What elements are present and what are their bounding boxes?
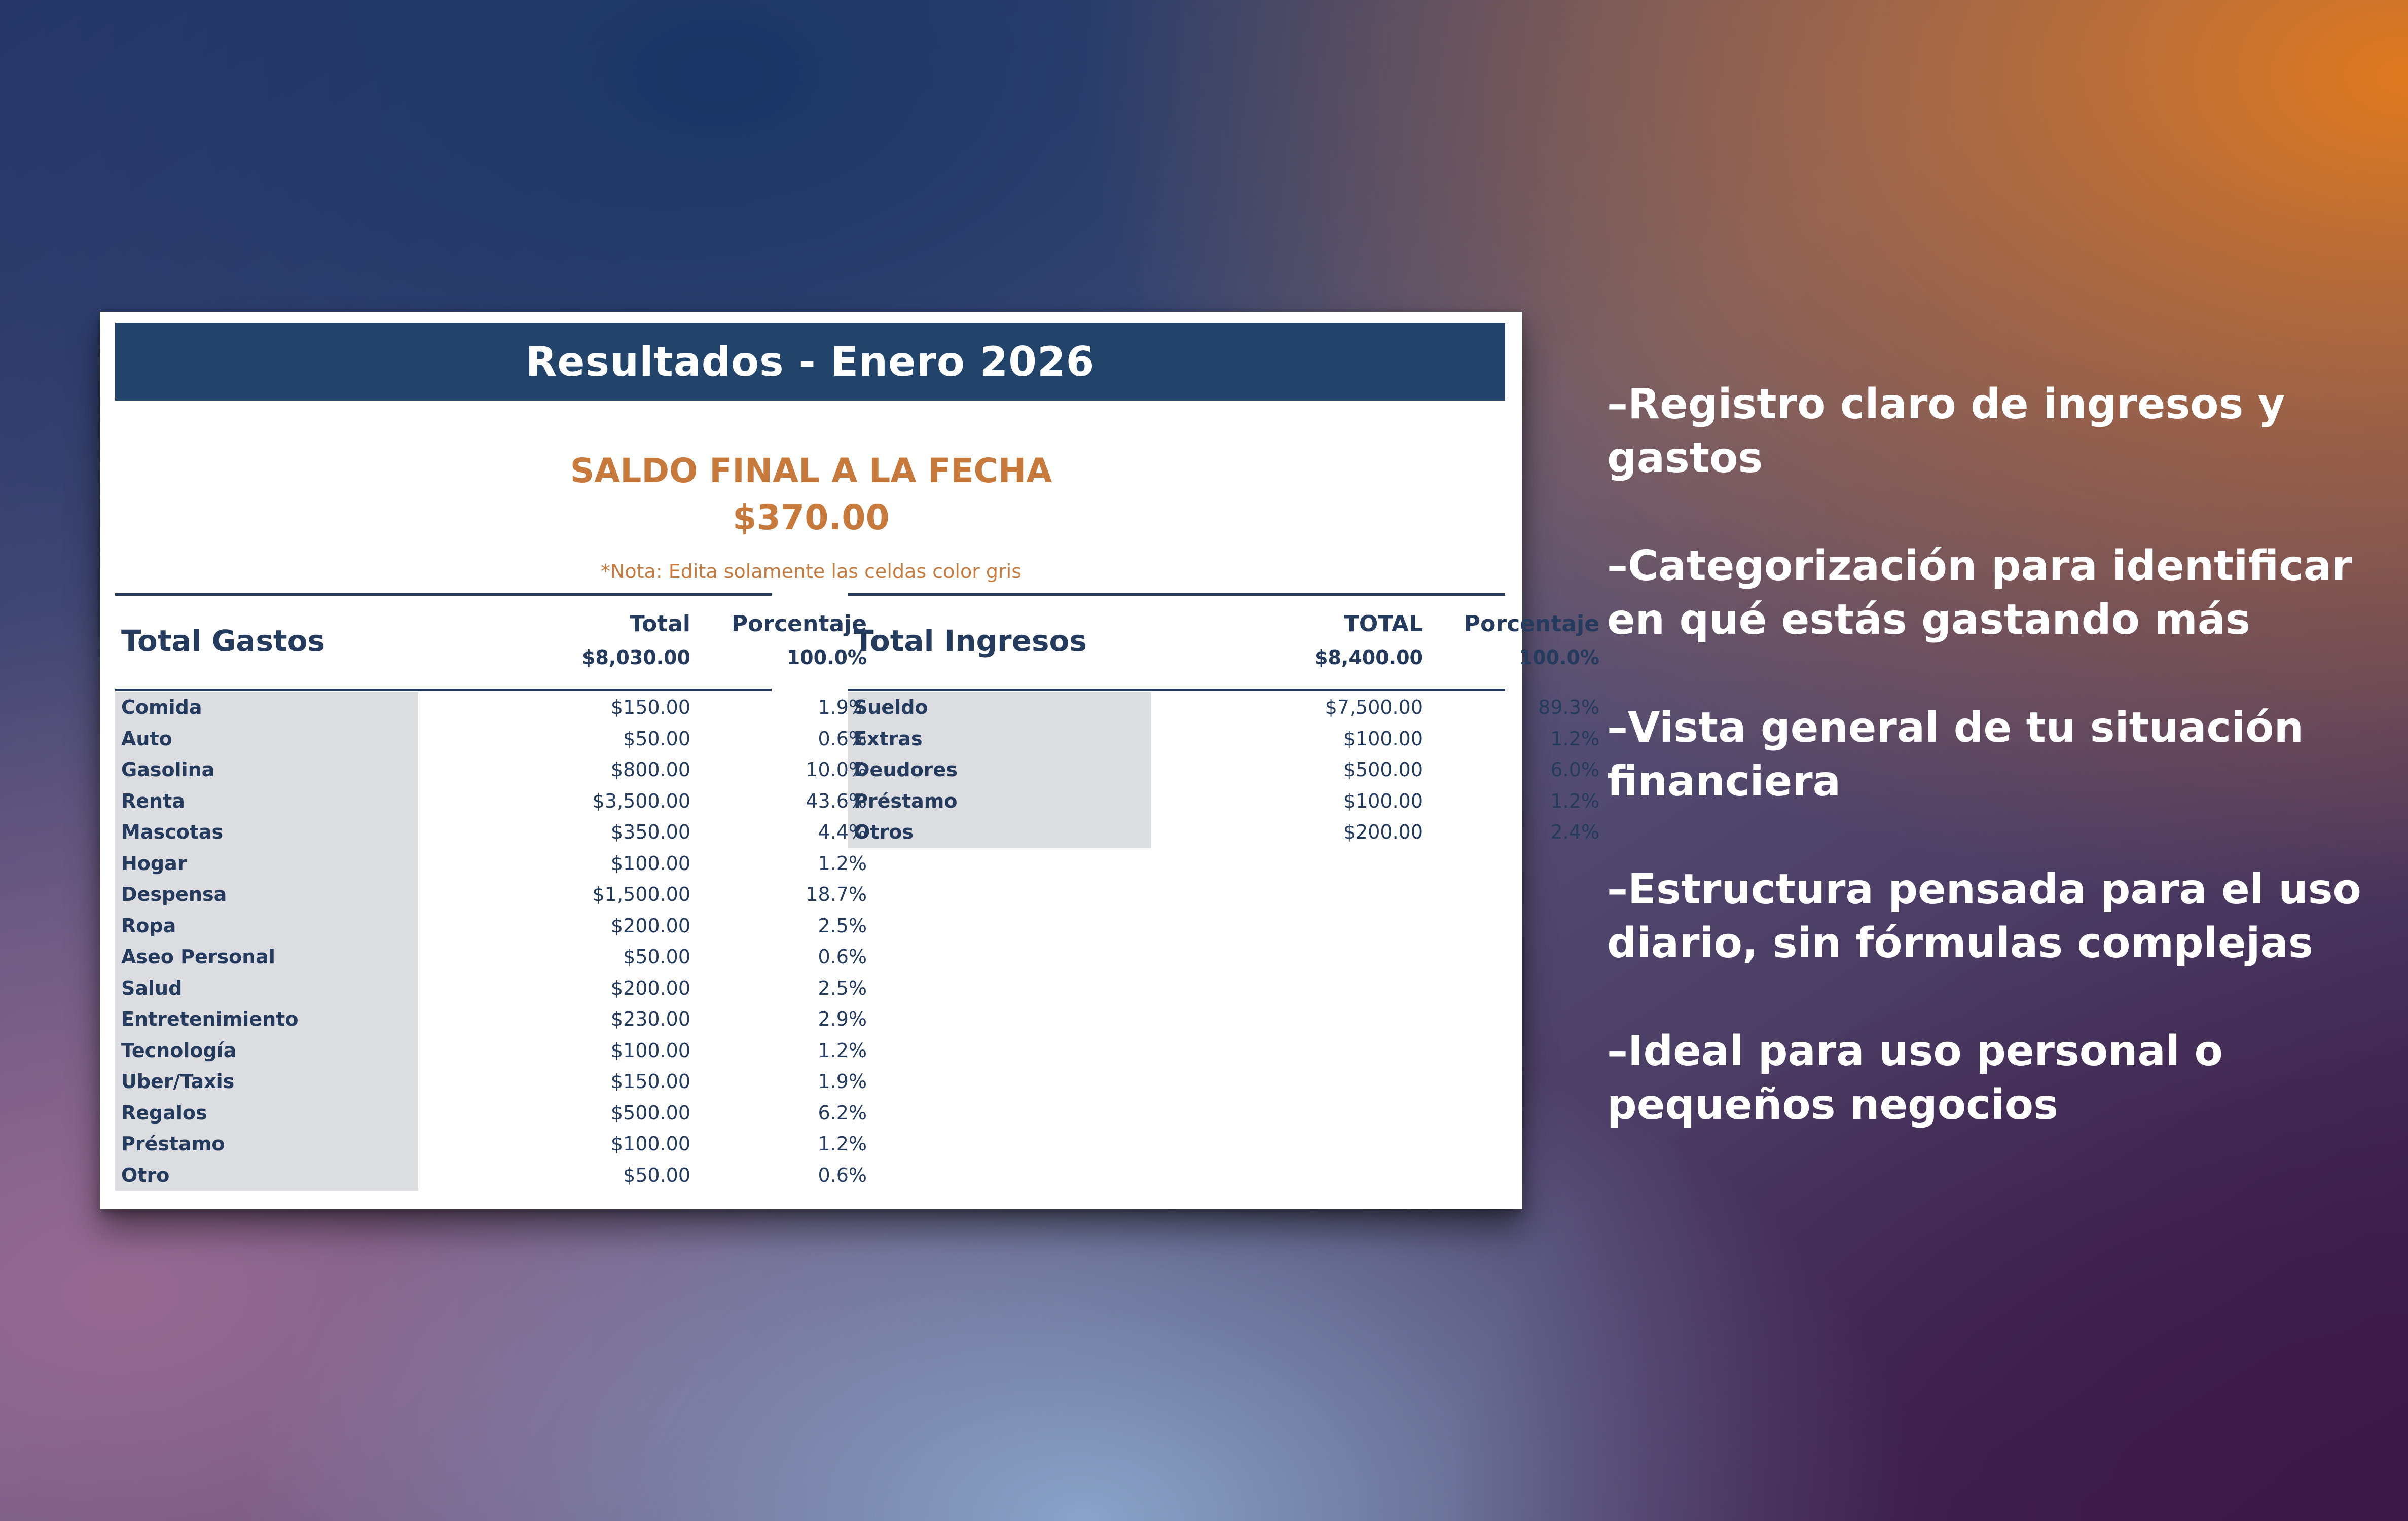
gastos-sum-pct: 100.0% [786, 646, 867, 669]
table-row [115, 786, 867, 817]
results-sheet [100, 312, 1599, 1209]
percent-cell: 2.5% [818, 914, 867, 937]
percent-cell: 2.9% [818, 1008, 867, 1030]
category-cell[interactable]: Otro [121, 1164, 170, 1186]
percent-cell: 10.0% [806, 758, 867, 781]
table-row [115, 941, 867, 973]
ingresos-col-total: TOTAL [1343, 611, 1423, 637]
category-cell[interactable]: Despensa [121, 883, 227, 906]
gastos-sum-total: $8,030.00 [582, 646, 690, 669]
category-cell[interactable]: Tecnología [121, 1039, 237, 1062]
percent-cell: 1.2% [818, 1039, 867, 1062]
ingresos-title: Total Ingresos [854, 624, 1087, 658]
percent-cell: 2.4% [1550, 821, 1599, 843]
table-row [115, 879, 867, 911]
feature-item: –Categorización para identificar en qué estás gastando más [1607, 542, 2352, 644]
total-cell: $150.00 [610, 696, 690, 718]
gastos-table [115, 692, 867, 1191]
gastos-title: Total Gastos [121, 624, 325, 658]
ingresos-col-pct: Porcentaje [1464, 611, 1599, 637]
table-row [115, 1004, 867, 1035]
total-cell: $100.00 [610, 1133, 690, 1155]
feature-item: –Estructura pensada para el uso diario, sin fórmulas complejas [1607, 865, 2361, 967]
category-cell[interactable]: Salud [121, 976, 183, 999]
table-row [115, 817, 867, 848]
table-row [115, 754, 867, 786]
total-cell: $800.00 [610, 758, 690, 781]
saldo-value: $370.00 [733, 498, 890, 538]
feature-item: –Ideal para uso personal o pequeños negocios [1607, 1027, 2223, 1129]
gastos-header-rule [115, 689, 772, 691]
percent-cell: 0.6% [818, 727, 867, 750]
category-cell[interactable]: Regalos [121, 1101, 207, 1124]
total-cell: $50.00 [623, 946, 690, 968]
total-cell: $150.00 [610, 1070, 690, 1093]
percent-cell: 6.2% [818, 1101, 867, 1124]
category-cell[interactable]: Renta [121, 789, 185, 812]
category-cell[interactable]: Otros [854, 821, 914, 843]
category-cell[interactable]: Entretenimiento [121, 1008, 299, 1030]
ingresos-sum-total: $8,400.00 [1315, 646, 1423, 669]
table-row [115, 1066, 867, 1098]
gastos-top-rule [115, 593, 772, 596]
total-cell: $350.00 [610, 821, 690, 843]
percent-cell: 1.9% [818, 1070, 867, 1093]
total-cell: $1,500.00 [592, 883, 690, 906]
percent-cell: 4.4% [818, 821, 867, 843]
category-cell[interactable]: Gasolina [121, 758, 215, 781]
table-row [848, 786, 1599, 817]
table-row [115, 1129, 867, 1160]
table-row [115, 848, 867, 880]
feature-list [1607, 378, 2378, 1186]
total-cell: $100.00 [1343, 789, 1423, 812]
ingresos-table [848, 692, 1599, 848]
table-row [115, 1035, 867, 1067]
category-cell[interactable]: Préstamo [854, 789, 958, 812]
ingresos-top-rule [848, 593, 1505, 596]
percent-cell: 0.6% [818, 1164, 867, 1186]
table-row [115, 1098, 867, 1129]
category-cell[interactable]: Deudores [854, 758, 958, 781]
percent-cell: 1.2% [818, 852, 867, 875]
total-cell: $50.00 [623, 1164, 690, 1186]
percent-cell: 6.0% [1550, 758, 1599, 781]
percent-cell: 2.5% [818, 976, 867, 999]
table-row [115, 911, 867, 942]
table-row [848, 754, 1599, 786]
category-cell[interactable]: Comida [121, 696, 202, 718]
total-cell: $500.00 [1343, 758, 1423, 781]
percent-cell: 89.3% [1538, 696, 1599, 718]
category-cell[interactable]: Aseo Personal [121, 946, 275, 968]
table-row [115, 692, 867, 723]
gastos-col-pct: Porcentaje [731, 611, 867, 637]
sheet-title: Resultados - Enero 2026 [115, 323, 1505, 401]
saldo-label: SALDO FINAL A LA FECHA [570, 451, 1052, 490]
percent-cell: 1.2% [1550, 727, 1599, 750]
category-cell[interactable]: Sueldo [854, 696, 928, 718]
ingresos-header-rule [848, 689, 1505, 691]
table-row [848, 723, 1599, 755]
total-cell: $100.00 [1343, 727, 1423, 750]
total-cell: $200.00 [610, 976, 690, 999]
category-cell[interactable]: Auto [121, 727, 172, 750]
percent-cell: 1.2% [818, 1133, 867, 1155]
category-cell[interactable]: Uber/Taxis [121, 1070, 235, 1093]
total-cell: $200.00 [610, 914, 690, 937]
total-cell: $7,500.00 [1325, 696, 1423, 718]
category-cell[interactable]: Hogar [121, 852, 187, 875]
total-cell: $50.00 [623, 727, 690, 750]
total-cell: $3,500.00 [592, 789, 690, 812]
total-cell: $500.00 [610, 1101, 690, 1124]
category-cell[interactable]: Préstamo [121, 1133, 225, 1155]
total-cell: $100.00 [610, 1039, 690, 1062]
percent-cell: 18.7% [806, 883, 867, 906]
total-cell: $100.00 [610, 852, 690, 875]
percent-cell: 0.6% [818, 946, 867, 968]
table-row [115, 1160, 867, 1191]
table-row [848, 817, 1599, 848]
category-cell[interactable]: Ropa [121, 914, 176, 937]
edit-note: *Nota: Edita solamente las celdas color gris [600, 560, 1021, 583]
category-cell[interactable]: Mascotas [121, 821, 224, 843]
gastos-col-total: Total [629, 611, 690, 637]
feature-item: –Registro claro de ingresos y gastos [1607, 380, 2285, 482]
total-cell: $200.00 [1343, 821, 1423, 843]
percent-cell: 43.6% [806, 789, 867, 812]
feature-item: –Vista general de tu situación financiera [1607, 704, 2304, 806]
percent-cell: 1.9% [818, 696, 867, 718]
ingresos-sum-pct: 100.0% [1519, 646, 1599, 669]
table-row [115, 973, 867, 1004]
table-row [848, 692, 1599, 723]
table-row [115, 723, 867, 755]
total-cell: $230.00 [610, 1008, 690, 1030]
category-cell[interactable]: Extras [854, 727, 923, 750]
percent-cell: 1.2% [1550, 789, 1599, 812]
